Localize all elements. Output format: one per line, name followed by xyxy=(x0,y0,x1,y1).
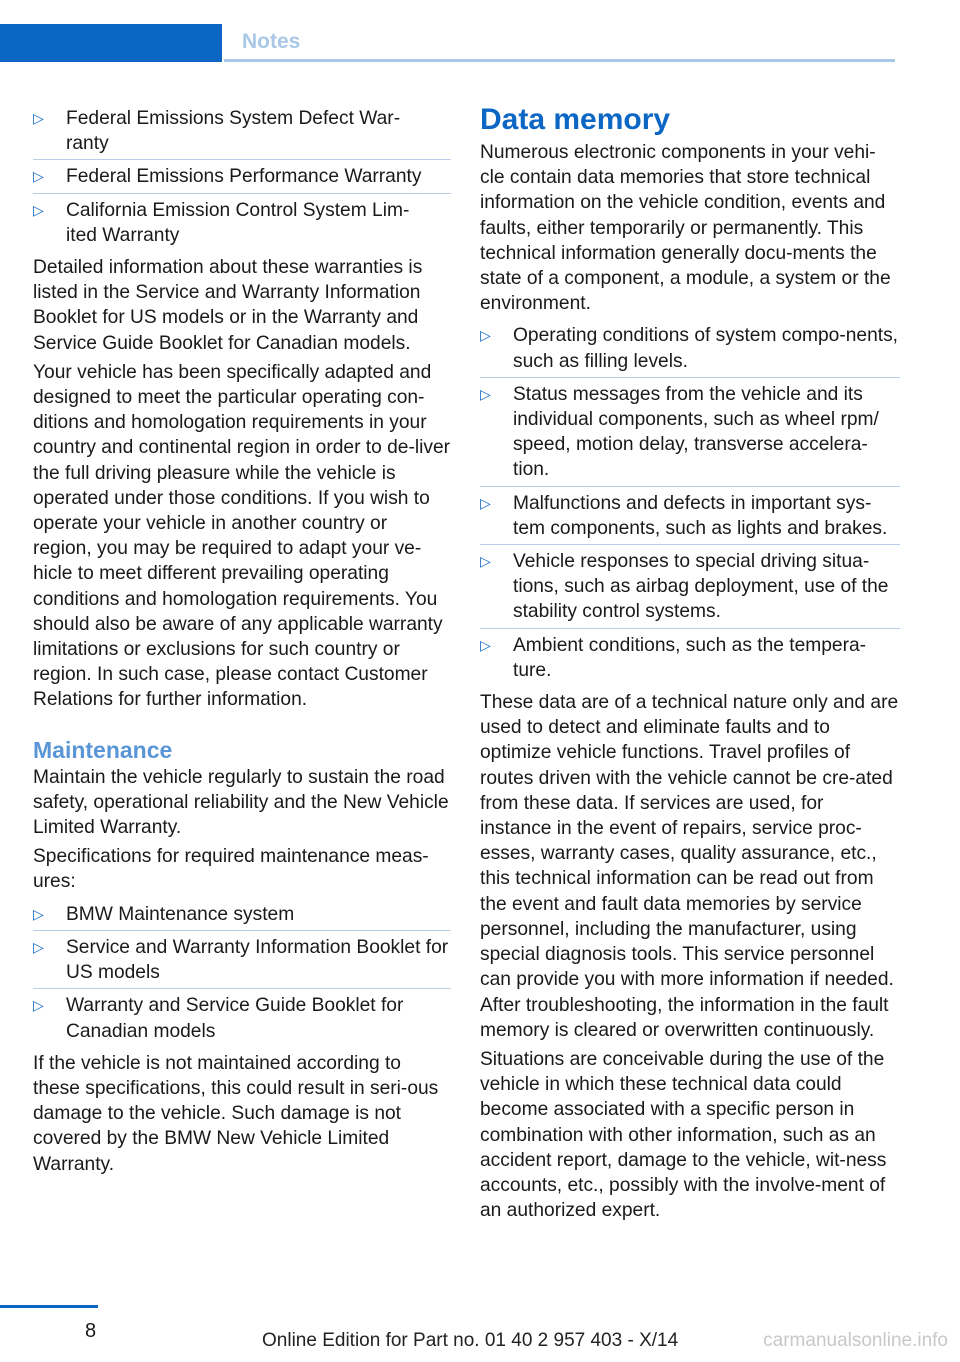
triangle-bullet-icon: ▷ xyxy=(480,494,491,511)
list-item: ▷ Vehicle responses to special driving situa-tions, such as airbag deployment, use of the stability control systems. xyxy=(480,545,900,629)
list-item: ▷ Ambient conditions, such as the tempera-ture. xyxy=(480,634,867,681)
triangle-bullet-icon: ▷ xyxy=(480,553,491,570)
list-item: ▷ Service and Warranty Information Booklet for US models xyxy=(33,931,451,989)
list-item: ▷ Malfunctions and defects in important sys-tem components, such as lights and brakes. xyxy=(480,487,900,545)
data-memory-list xyxy=(480,319,900,686)
footer-rule xyxy=(0,1305,98,1308)
list-item: ▷ California Emission Control System Lim- ited Warranty xyxy=(33,199,410,246)
page-number: 8 xyxy=(85,1320,97,1342)
header-rule xyxy=(224,59,895,62)
list-item: ▷ Warranty and Service Guide Booklet for Canadian models xyxy=(33,995,404,1042)
list-item: ▷ Federal Emissions Performance Warranty xyxy=(33,160,451,193)
triangle-bullet-icon: ▷ xyxy=(480,636,491,653)
triangle-bullet-icon: ▷ xyxy=(33,938,44,955)
triangle-bullet-icon: ▷ xyxy=(480,327,491,344)
paragraph: Numerous electronic components in your vehi-cle contain data memories that store technical information on the vehicle condition, events and faults, either temporarily or permanently. This technical information generally docu-ments the state of a component, a module, a system or the environment. xyxy=(480,142,891,315)
triangle-bullet-icon: ▷ xyxy=(33,110,44,126)
triangle-bullet-icon: ▷ xyxy=(480,385,491,402)
paragraph: Maintain the vehicle regularly to sustain the road safety, operational reliability and the New Vehicle Limited Warranty. xyxy=(33,766,449,839)
paragraph: These data are of a technical nature only and are used to detect and eliminate faults and to optimize vehicle functions. Travel profiles of routes driven with the vehicle cannot be cre-ated from these data. If services are used, for instance in the event of repairs, service proc-esses, warranty cases, quality assurance, etc., this technical information can be read out from the event and fault data memories by service personnel, including the manufacturer, using special diagnosis tools. This service personnel can provide you with more information if needed. After troubleshooting, the information in the fault memory is cleared or overwritten continuously. xyxy=(480,692,899,1041)
paragraph: Situations are conceivable during the use of the vehicle in which these technical data could become associated with a specific person in combination with other information, such as an accident report, damage to the vehicle, wit-ness accounts, etc., possibly with the involve-ment of an authorized expert. xyxy=(480,1048,887,1222)
triangle-bullet-icon: ▷ xyxy=(33,905,44,922)
maintenance-heading: Maintenance xyxy=(33,736,173,763)
maintenance-list xyxy=(33,898,451,1047)
paragraph: Specifications for required maintenance meas-ures: xyxy=(33,846,429,893)
list-item: ▷ Federal Emissions System Defect War- ranty xyxy=(33,102,451,160)
triangle-bullet-icon: ▷ xyxy=(33,168,44,185)
data-memory-heading: Data memory xyxy=(480,103,671,136)
edition-note: Online Edition for Part no. 01 40 2 957 403 - X/14 xyxy=(262,1330,679,1351)
watermark: carmanualsonline.info xyxy=(763,1330,948,1351)
paragraph: Detailed information about these warranties is listed in the Service and Warranty Information Booklet for US models or in the Warranty and Service Guide Booklet for Canadian models. xyxy=(33,257,423,354)
right-column xyxy=(480,102,900,1226)
left-column xyxy=(33,102,451,1180)
list-item: ▷ Operating conditions of system compo-nents, such as filling levels. xyxy=(480,319,900,377)
header-accent-bar xyxy=(0,24,222,62)
warranty-list xyxy=(33,102,451,251)
list-item: ▷ BMW Maintenance system xyxy=(33,898,451,931)
section-title: Notes xyxy=(242,30,301,53)
triangle-bullet-icon: ▷ xyxy=(33,997,44,1014)
triangle-bullet-icon: ▷ xyxy=(33,201,44,218)
paragraph: Your vehicle has been specifically adapted and designed to meet the particular operating con-ditions and homologation requirements in your country and continental region in order to de-liver the full driving pleasure while the vehicle is operated under those conditions. If you wish to operate your vehicle in another country or region, you may be required to adapt your ve-hicle to meet different prevailing operating conditions and homologation requirements. You should also be aware of any applicable warranty limitations or exclusions for such country or region. In such case, please contact Customer Relations for further information. xyxy=(33,361,451,711)
paragraph: If the vehicle is not maintained according to these specifications, this could result in seri-ous damage to the vehicle. Such damage is not covered by the BMW New Vehicle Limited Warranty. xyxy=(33,1052,439,1175)
list-item: ▷ Status messages from the vehicle and its individual components, such as wheel rpm/ speed, motion delay, transverse accelera-tion. xyxy=(480,378,900,487)
